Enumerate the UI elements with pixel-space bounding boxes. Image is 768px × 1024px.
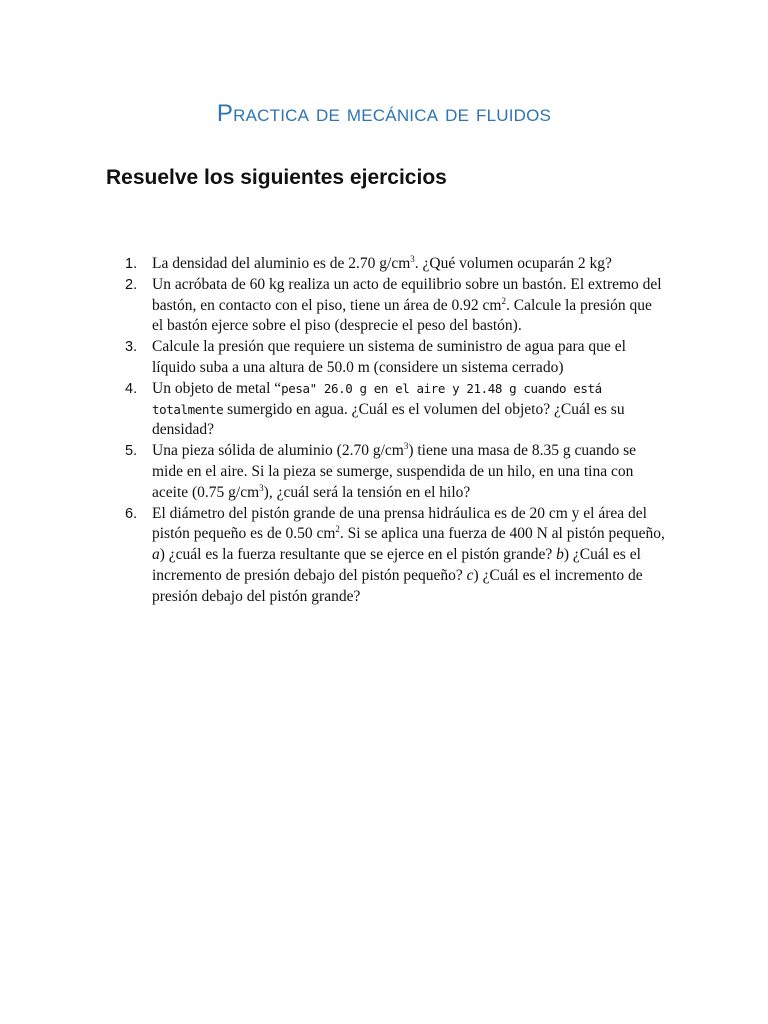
exercise-text: Calcule la presión que requiere un sistema de suministro de agua para que el líquido suba a una altura de 50.0 m (considere un sistema cerrado) [152, 338, 626, 376]
exercise-text: . Calcule la presión que el bastón ejerce sobre el piso (desprecie el peso del bastón). [152, 296, 652, 335]
exercise-number: 4. [125, 380, 138, 397]
exercise-item-5 [125, 441, 665, 503]
exercise-item-4 [125, 379, 665, 441]
exercise-text: Una pieza sólida de aluminio (2.70 g/cm [152, 442, 404, 460]
superscript: 3 [259, 482, 264, 493]
superscript: 3 [410, 254, 415, 264]
exercise-item-2 [125, 275, 665, 337]
superscript: 2 [501, 295, 506, 306]
superscript: 2 [335, 524, 340, 535]
exercise-item-1 [125, 254, 665, 275]
exercise-list [125, 254, 665, 608]
section-heading: Resuelve los siguientes ejercicios [106, 166, 447, 189]
exercise-text: La densidad del aluminio es de 2.70 g/cm [152, 255, 411, 272]
exercise-text: ) tiene una masa de 8.35 g cuando se mide en el aire. Si la pieza se sumerge, suspendida de un hilo, en una tina con aceite (0.75 g/cm [152, 442, 636, 501]
part-letter: b [556, 546, 564, 564]
exercise-item-3 [125, 337, 665, 379]
exercise-text: . Si se aplica una fuerza de 400 N al pistón pequeño, [339, 525, 665, 543]
exercise-text: Un objeto de metal “ [152, 379, 282, 397]
exercise-number: 6. [125, 505, 138, 522]
exercise-number: 3. [125, 339, 138, 356]
exercise-text: ) ¿Cuál es el incremento de presión debajo del pistón grande? [152, 566, 643, 605]
exercise-text: El diámetro del pistón grande de una prensa hidráulica es de 20 cm y el área del pistón pequeño es de 0.50 cm [152, 504, 647, 543]
exercise-text: ) ¿Cuál es el incremento de presión debajo del pistón pequeño? [152, 546, 641, 584]
exercise-number: 1. [125, 256, 138, 272]
exercise-number: 2. [125, 276, 138, 293]
superscript: 3 [403, 441, 409, 452]
exercise-item-6 [125, 504, 665, 608]
exercise-number: 5. [125, 443, 138, 460]
exercise-text: sumergido en agua. ¿Cuál es el volumen del objeto? ¿Cuál es su densidad? [152, 400, 625, 439]
document-title: Practica de mecánica de fluidos [216, 100, 552, 127]
part-letter: c [466, 566, 474, 584]
exercise-text-mono: pesa" 26.0 g en el aire y 21.48 g cuando está totalmente [152, 380, 602, 417]
exercise-text: ), ¿cuál será la tensión en el hilo? [263, 483, 471, 501]
exercise-text: ) ¿cuál es la fuerza resultante que se ejerce en el pistón grande? [159, 546, 557, 564]
part-letter: a [152, 546, 160, 564]
exercise-text: Un acróbata de 60 kg realiza un acto de equilibrio sobre un bastón. El extremo del bastón, en contacto con el piso, tiene un área de 0.92 cm [152, 275, 662, 314]
exercise-text: . ¿Qué volumen ocuparán 2 kg? [414, 255, 612, 272]
